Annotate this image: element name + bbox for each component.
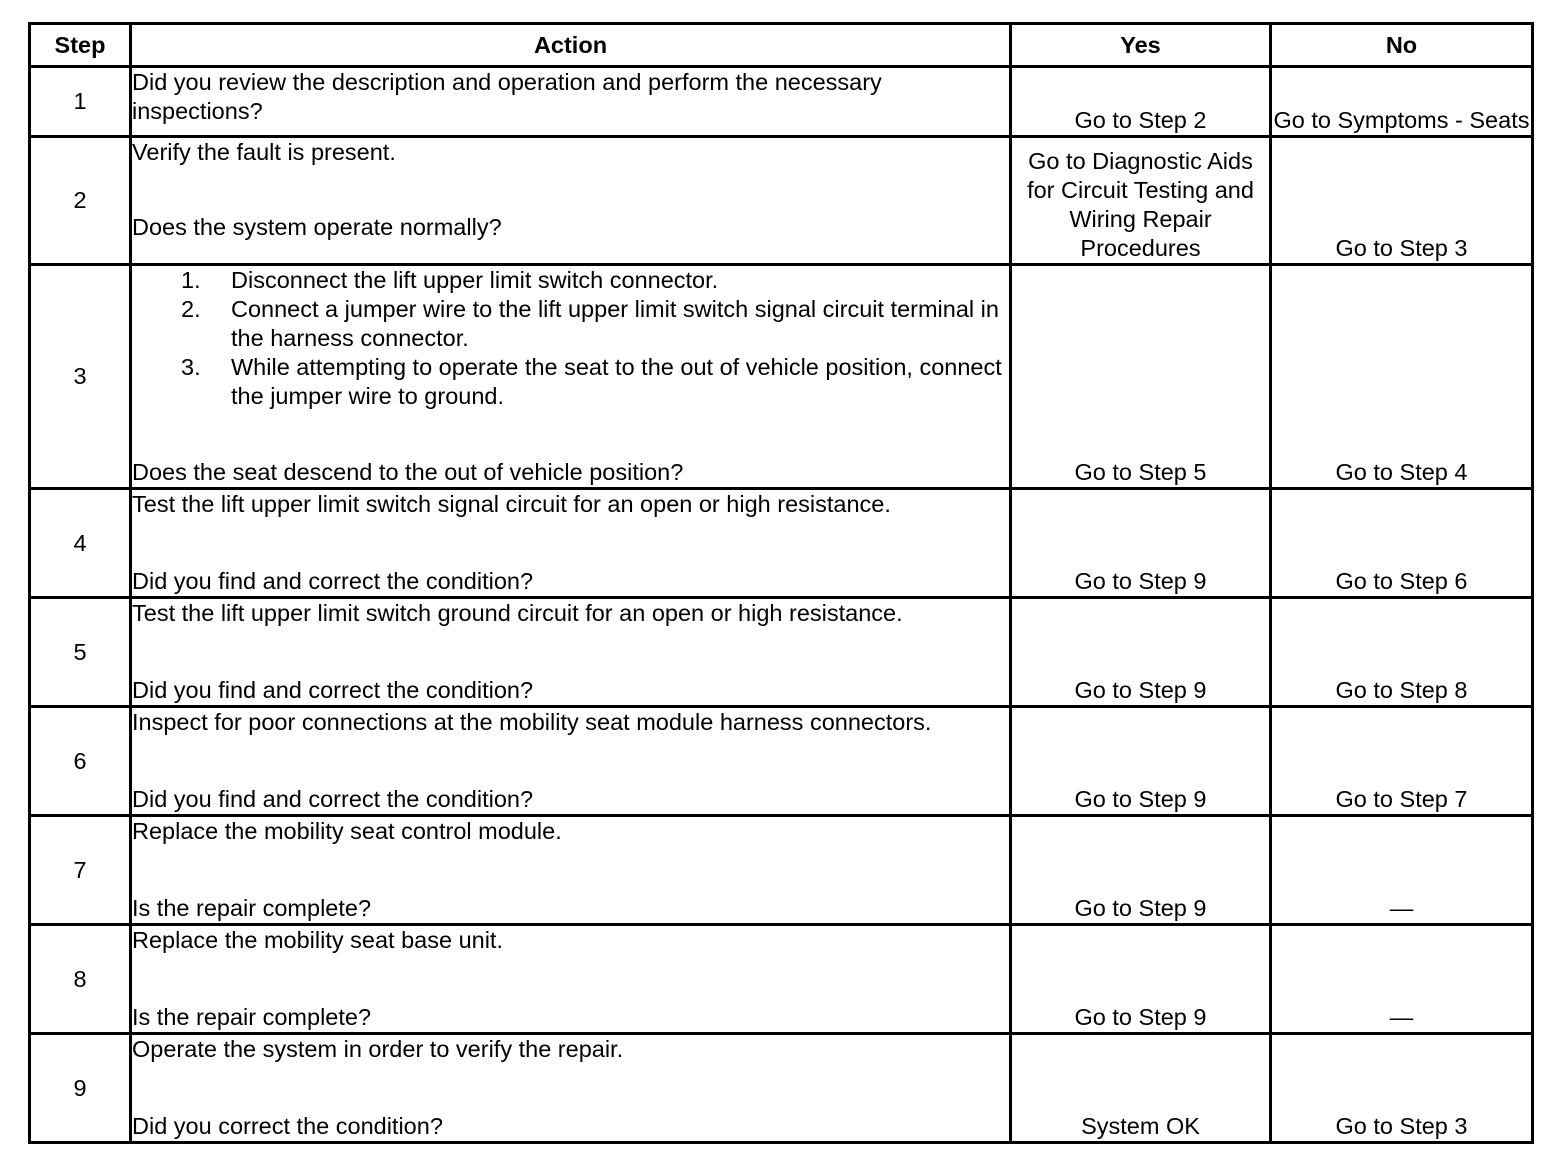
no-result: —: [1271, 925, 1533, 1034]
no-result: Go to Step 6: [1271, 489, 1533, 598]
action-cell: [131, 489, 1011, 598]
table-row: [30, 265, 1533, 489]
header-no: No: [1271, 24, 1533, 67]
table-row: [30, 1034, 1533, 1143]
substep-number: 2.: [181, 296, 201, 322]
no-result: Go to Step 8: [1271, 598, 1533, 707]
action-question: Is the repair complete?: [132, 895, 372, 921]
diagnostic-table: [28, 22, 1534, 1144]
yes-result: Go to Step 9: [1011, 489, 1271, 598]
step-number: 4: [30, 489, 131, 598]
action-cell: [131, 598, 1011, 707]
step-number: 2: [30, 137, 131, 265]
action-cell: [131, 67, 1011, 137]
yes-result: Go to Step 5: [1011, 265, 1271, 489]
substep-text: Connect a jumper wire to the lift upper limit switch signal circuit terminal in the harness connector.: [231, 296, 999, 351]
no-result: Go to Step 3: [1271, 137, 1533, 265]
step-number: 9: [30, 1034, 131, 1143]
action-instruction: Replace the mobility seat base unit.: [132, 927, 503, 953]
action-cell: [131, 816, 1011, 925]
substep-number: 3.: [181, 354, 201, 380]
yes-result: Go to Diagnostic Aids for Circuit Testing and Wiring Repair Procedures: [1011, 137, 1271, 265]
no-result: Go to Step 3: [1271, 1034, 1533, 1143]
no-result: —: [1271, 816, 1533, 925]
action-instruction: Test the lift upper limit switch ground circuit for an open or high resistance.: [132, 600, 903, 626]
step-number: 5: [30, 598, 131, 707]
action-cell: [131, 265, 1011, 489]
yes-result: System OK: [1011, 1034, 1271, 1143]
action-cell: [131, 925, 1011, 1034]
substep-item: [132, 295, 1009, 353]
header-yes: Yes: [1011, 24, 1271, 67]
yes-result: Go to Step 9: [1011, 707, 1271, 816]
header-step: Step: [30, 24, 131, 67]
step-number: 7: [30, 816, 131, 925]
action-instruction: Replace the mobility seat control module.: [132, 818, 562, 844]
no-result: Go to Symptoms - Seats: [1271, 67, 1533, 137]
step-number: 3: [30, 265, 131, 489]
action-instruction: Test the lift upper limit switch signal circuit for an open or high resistance.: [132, 491, 891, 517]
table-row: [30, 489, 1533, 598]
no-result: Go to Step 4: [1271, 265, 1533, 489]
action-question: Does the system operate normally?: [132, 214, 502, 240]
step-number: 8: [30, 925, 131, 1034]
action-instruction: Operate the system in order to verify the repair.: [132, 1036, 624, 1062]
yes-result: Go to Step 9: [1011, 598, 1271, 707]
table-row: [30, 67, 1533, 137]
step-number: 1: [30, 67, 131, 137]
substep-item: [132, 353, 1009, 411]
action-instruction: Verify the fault is present.: [132, 139, 396, 165]
table-row: [30, 925, 1533, 1034]
action-question: Did you find and correct the condition?: [132, 568, 534, 594]
yes-result: Go to Step 9: [1011, 925, 1271, 1034]
header-row: [30, 24, 1533, 67]
action-question: Did you find and correct the condition?: [132, 677, 534, 703]
substep-item: [132, 266, 1009, 295]
action-cell: [131, 1034, 1011, 1143]
action-cell: [131, 137, 1011, 265]
yes-result: Go to Step 2: [1011, 67, 1271, 137]
action-question: Did you find and correct the condition?: [132, 786, 534, 812]
substep-text: While attempting to operate the seat to the out of vehicle position, connect the jumper wire to ground.: [231, 354, 1002, 409]
table-row: [30, 137, 1533, 265]
table-row: [30, 598, 1533, 707]
header-action: Action: [131, 24, 1011, 67]
action-question: Did you correct the condition?: [132, 1113, 443, 1139]
table-row: [30, 707, 1533, 816]
no-result: Go to Step 7: [1271, 707, 1533, 816]
action-instruction: Inspect for poor connections at the mobility seat module harness connectors.: [132, 709, 932, 735]
substep-number: 1.: [181, 267, 201, 293]
substep-list: [132, 266, 1009, 411]
table-row: [30, 816, 1533, 925]
step-number: 6: [30, 707, 131, 816]
substep-text: Disconnect the lift upper limit switch connector.: [231, 267, 719, 293]
action-question: Did you review the description and operation and perform the necessary inspections?: [132, 69, 882, 124]
action-question: Is the repair complete?: [132, 1004, 372, 1030]
action-cell: [131, 707, 1011, 816]
yes-result: Go to Step 9: [1011, 816, 1271, 925]
action-question: Does the seat descend to the out of vehicle position?: [132, 459, 684, 485]
